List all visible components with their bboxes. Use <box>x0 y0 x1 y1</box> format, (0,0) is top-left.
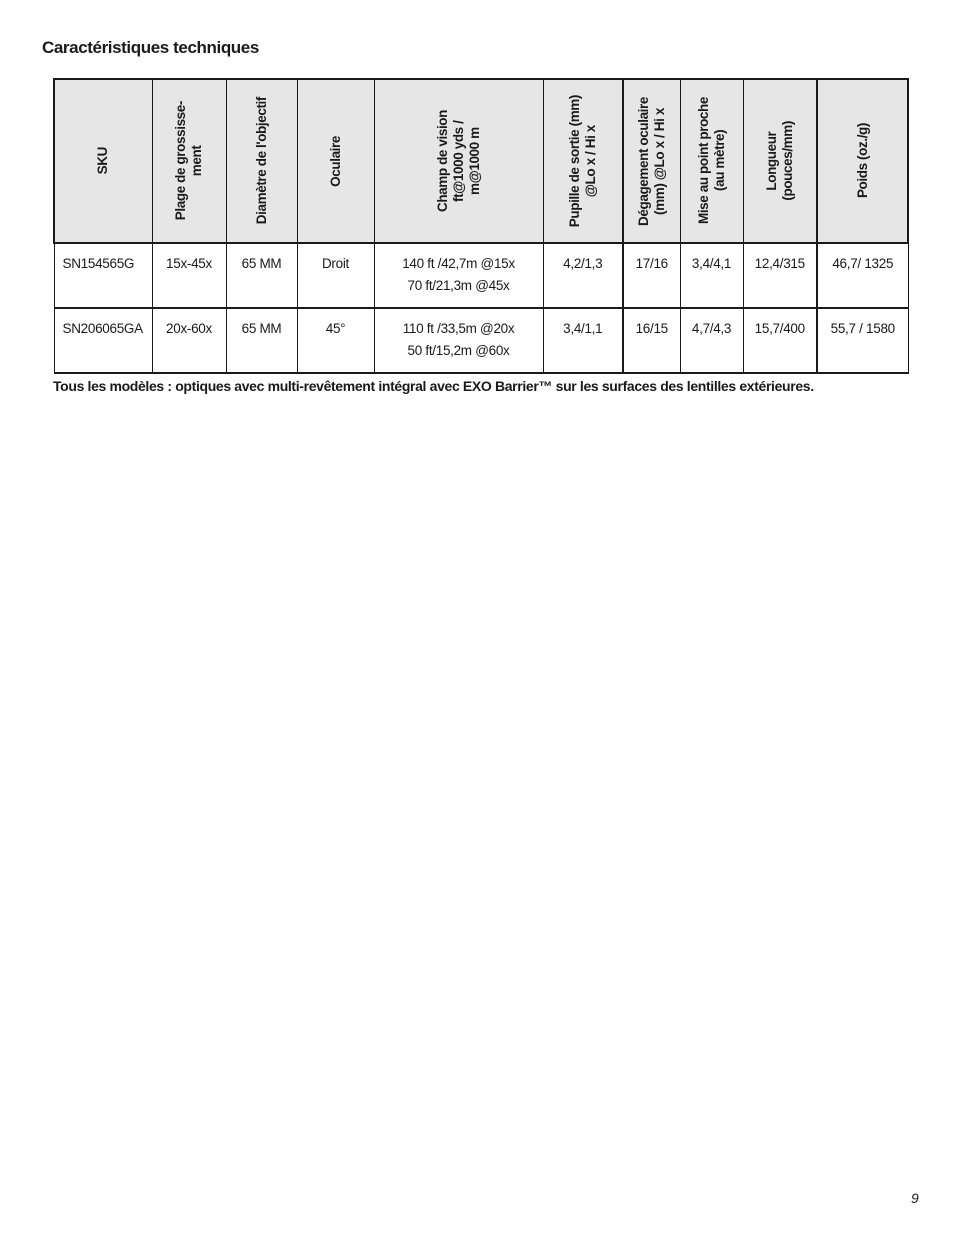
cell-field-of-view: 140 ft /42,7m @15x 70 ft/21,3m @45x <box>374 243 543 308</box>
cell-length: 12,4/315 <box>743 243 817 308</box>
header-magnification-range: Plage de grossisse- ment <box>152 79 226 243</box>
header-eye-relief: Dégagement oculaire (mm) @Lo x / Hi x <box>623 79 680 243</box>
header-field-of-view: Champ de vision ft@1000 yds / m@1000 m <box>374 79 543 243</box>
cell-objective: 65 MM <box>226 243 297 308</box>
cell-field-of-view: 110 ft /33,5m @20x 50 ft/15,2m @60x <box>374 308 543 373</box>
page-number: 9 <box>911 1190 919 1206</box>
cell-magnification: 15x-45x <box>152 243 226 308</box>
cell-close-focus: 3,4/4,1 <box>680 243 743 308</box>
cell-sku: SN206065GA <box>54 308 152 373</box>
cell-eye-relief: 17/16 <box>623 243 680 308</box>
page-title: Caractéristiques techniques <box>42 38 259 57</box>
cell-objective: 65 MM <box>226 308 297 373</box>
cell-length: 15,7/400 <box>743 308 817 373</box>
cell-eyepiece: 45° <box>297 308 374 373</box>
header-exit-pupil: Pupille de sortie (mm) @Lo x / Hi x <box>543 79 623 243</box>
header-length: Longueur (pouces/mm) <box>743 79 817 243</box>
header-eyepiece: Oculaire <box>297 79 374 243</box>
header-sku: SKU <box>54 79 152 243</box>
cell-sku: SN154565G <box>54 243 152 308</box>
spec-table <box>53 78 909 374</box>
cell-weight: 55,7 / 1580 <box>817 308 908 373</box>
cell-exit-pupil: 4,2/1,3 <box>543 243 623 308</box>
cell-exit-pupil: 3,4/1,1 <box>543 308 623 373</box>
table-header-row <box>54 79 908 243</box>
cell-close-focus: 4,7/4,3 <box>680 308 743 373</box>
cell-weight: 46,7/ 1325 <box>817 243 908 308</box>
cell-eye-relief: 16/15 <box>623 308 680 373</box>
cell-magnification: 20x-60x <box>152 308 226 373</box>
coating-note: Tous les modèles : optiques avec multi-revêtement intégral avec EXO Barrier™ sur les surfaces des lentilles extérieures. <box>53 378 814 394</box>
cell-eyepiece: Droit <box>297 243 374 308</box>
table-row <box>54 243 908 308</box>
header-close-focus: Mise au point proche (au mètre) <box>680 79 743 243</box>
header-weight: Poids (oz./g) <box>817 79 908 243</box>
table-row <box>54 308 908 373</box>
header-objective-diameter: Diamètre de l'objectif <box>226 79 297 243</box>
